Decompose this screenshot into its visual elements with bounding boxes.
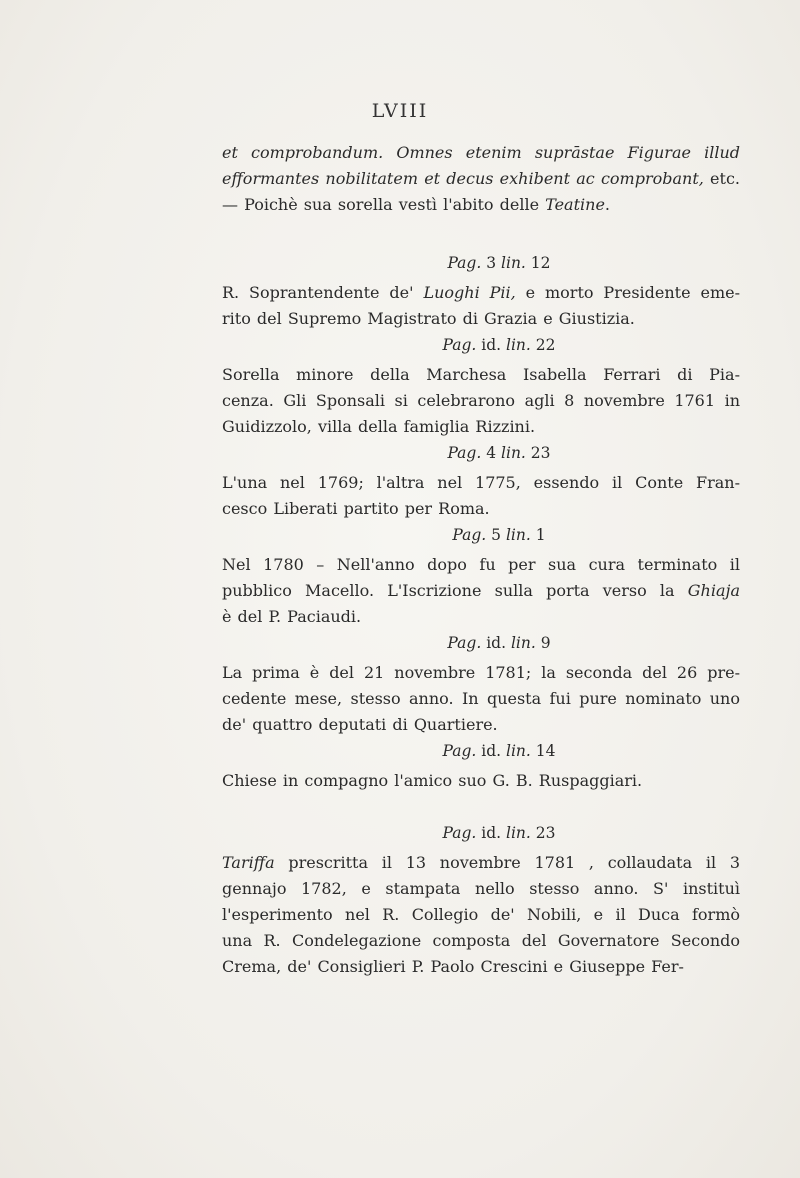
ref-line-number: 12 (530, 254, 551, 272)
paragraph (222, 768, 740, 794)
text-line: La prima è del 21 novembre 1781; la seconda del 26 pre- (222, 663, 740, 682)
page-reference (222, 820, 758, 846)
text-line: è del P. Paciaudi. (222, 607, 362, 626)
ref-pag: Pag. (447, 634, 482, 652)
text-line: pubblico Macello. L'Iscrizione sulla porta verso la Ghiaja (222, 581, 740, 600)
ref-line-number: 23 (530, 444, 551, 462)
text-line: cenza. Gli Sponsali si celebrarono agli 8 novembre 1761 in (222, 391, 740, 410)
ref-page-number: 5 (491, 526, 502, 544)
text-line: L'una nel 1769; l'altra nel 1775, essendo il Conte Fran- (222, 473, 740, 492)
page-reference (222, 738, 758, 764)
ref-lin: lin. (501, 444, 526, 462)
page-number: LVIII (371, 100, 429, 122)
ref-pag: Pag. (442, 742, 477, 760)
ref-page-number: id. (481, 336, 502, 354)
page-reference (222, 250, 758, 276)
text-line: Guidizzolo, villa della famiglia Rizzini. (222, 417, 536, 436)
text-line: R. Soprantendente de' Luoghi Pii, e morto Presidente eme- (222, 283, 740, 302)
ref-lin: lin. (501, 254, 526, 272)
ref-page-number: 3 (486, 254, 497, 272)
ref-lin: lin. (506, 336, 531, 354)
ref-line-number: 9 (540, 634, 551, 652)
text-line: Sorella minore della Marchesa Isabella Ferrari di Pia- (222, 365, 740, 384)
ref-lin: lin. (506, 742, 531, 760)
ref-pag: Pag. (452, 526, 487, 544)
text-line: gennajo 1782, e stampata nello stesso anno. S' instituì (222, 879, 740, 898)
paragraph (222, 470, 740, 522)
ref-pag: Pag. (442, 824, 477, 842)
ref-lin: lin. (510, 634, 536, 652)
ref-line-number: 22 (535, 336, 556, 354)
ref-page-number: id. (481, 742, 502, 760)
paragraph (222, 140, 740, 218)
ref-pag: Pag. (447, 254, 482, 272)
ref-line-number: 14 (535, 742, 556, 760)
text-line: Chiese in compagno l'amico suo G. B. Ruspaggiari. (222, 771, 643, 790)
ref-page-number: id. (481, 824, 502, 842)
text-line: rito del Supremo Magistrato di Grazia e Giustizia. (222, 309, 635, 328)
text-line: et comprobandum. Omnes etenim suprāstae Figurae illud (222, 143, 740, 162)
text-line: Nel 1780 – Nell'anno dopo fu per sua cura terminato il (222, 555, 740, 574)
ref-lin: lin. (505, 526, 531, 544)
paragraph (222, 280, 740, 332)
ref-line-number: 1 (535, 526, 546, 544)
ref-pag: Pag. (447, 444, 482, 462)
text-line: cesco Liberati partito per Roma. (222, 499, 490, 518)
paragraph (222, 552, 740, 630)
text-line: l'esperimento nel R. Collegio de' Nobili, e il Duca formò (222, 905, 740, 924)
text-line: Tariffa prescritta il 13 novembre 1781 , collaudata il 3 (222, 853, 740, 872)
ref-page-number: id. (486, 634, 506, 652)
paragraph (222, 660, 740, 738)
text-line: — Poichè sua sorella vestì l'abito delle Teatine. (222, 195, 611, 214)
text-line: una R. Condelegazione composta del Governatore Secondo (222, 931, 740, 950)
text-line: efformantes nobilitatem et decus exhibent ac comprobant, etc. (222, 169, 740, 188)
ref-page-number: 4 (486, 444, 497, 462)
ref-pag: Pag. (442, 336, 477, 354)
ref-lin: lin. (506, 824, 531, 842)
text-line: Crema, de' Consiglieri P. Paolo Crescini e Giuseppe Fer- (222, 957, 684, 976)
text-line: cedente mese, stesso anno. In questa fui pure nominato uno (222, 689, 740, 708)
paragraph (222, 850, 740, 980)
paragraph (222, 362, 740, 440)
text-line: de' quattro deputati di Quartiere. (222, 715, 498, 734)
page-reference (222, 440, 758, 466)
page-reference (222, 522, 758, 548)
page-reference (222, 332, 758, 358)
ref-line-number: 23 (535, 824, 556, 842)
page-reference (222, 630, 758, 656)
